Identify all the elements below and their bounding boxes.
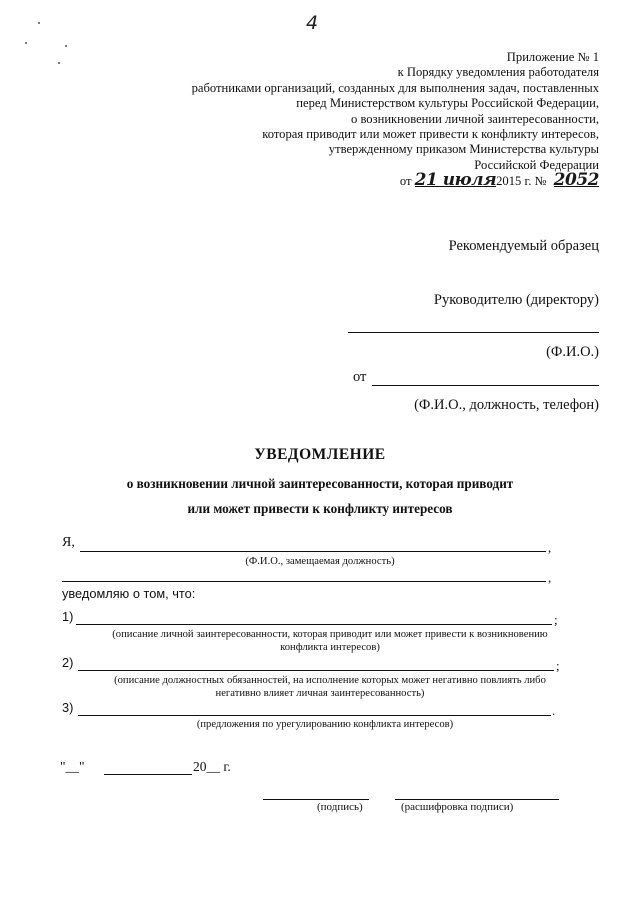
item3-hint: (предложения по урегулированию конфликта интересов) [196,719,454,730]
item1-line[interactable] [76,624,552,625]
notice-subtitle-2: или может привести к конфликту интересов [187,501,453,516]
addressee-title: Руководителю (директору) [433,292,599,308]
item2-label: 2) [62,655,74,670]
signature-hint: (подпись) [317,801,363,813]
appendix-line: которая приводит или может привести к конфликту интересов, [262,127,599,142]
from-label: от [353,369,367,385]
notice-subtitle-1: о возникновении личной заинтересованности, которая приводит [126,476,514,491]
i-label: Я, [62,535,75,550]
signature-decode-line[interactable] [395,799,559,800]
appendix-line: перед Министерством культуры Российской Федерации, [296,96,599,111]
semicolon: ; [554,612,558,627]
page-number: 4 [306,12,319,34]
from-hint: (Ф.И.О., должность, телефон) [414,397,599,413]
scan-speck [25,42,27,44]
period: . [552,703,556,718]
handwritten-number: 2052 [553,170,599,191]
date-prefix: от [399,174,412,189]
year-text: 2015 г. № [496,174,547,189]
recommended-sample: Рекомендуемый образец [448,238,599,254]
comma: , [548,570,552,585]
appendix-line: утвержденному приказом Министерства культуры [328,142,599,157]
date-quote: "__" [60,759,85,774]
appendix-line: Приложение № 1 [506,50,599,64]
i-line[interactable] [80,551,546,552]
item2-hint-1: (описание должностных обязанностей, на исполнение которых может негативно повлиять либо [114,675,546,686]
appendix-header [192,50,599,190]
i-hint: (Ф.И.О., замещаемая должность) [245,556,395,567]
notify-text: уведомляю о том, что: [62,586,196,601]
item2-line[interactable] [78,670,554,671]
appendix-line: к Порядку уведомления работодателя [397,65,599,80]
addressee-fio-line[interactable] [348,332,599,333]
date-year: 20__ г. [193,759,231,774]
signature-line[interactable] [263,799,369,800]
scan-speck [65,45,67,47]
appendix-line: работниками организаций, созданных для выполнения задач, поставленных [191,80,599,95]
item1-label: 1) [62,609,74,624]
appendix-line: о возникновении личной заинтересованности, [351,111,599,126]
from-line[interactable] [372,385,599,386]
date-month-line[interactable] [104,774,192,775]
addressee-fio-hint: (Ф.И.О.) [546,344,599,360]
item3-label: 3) [62,700,74,715]
i-line-2[interactable] [62,581,546,582]
appendix-line: Российской Федерации [474,157,599,172]
scan-speck [38,22,40,24]
item1-hint-2: конфликта интересов) [280,642,380,653]
order-date-line [192,170,599,191]
signature-decode-hint: (расшифровка подписи) [401,801,514,813]
scan-speck [58,62,60,64]
notice-title: УВЕДОМЛЕНИЕ [254,446,386,463]
item3-line[interactable] [78,715,551,716]
handwritten-date: 21 июля [414,170,497,191]
item2-hint-2: негативно влияет личная заинтересованность) [215,688,425,699]
semicolon: ; [556,658,560,673]
comma: , [548,540,552,555]
item1-hint-1: (описание личной заинтересованности, которая приводит или может привести к возникновению [112,629,548,640]
